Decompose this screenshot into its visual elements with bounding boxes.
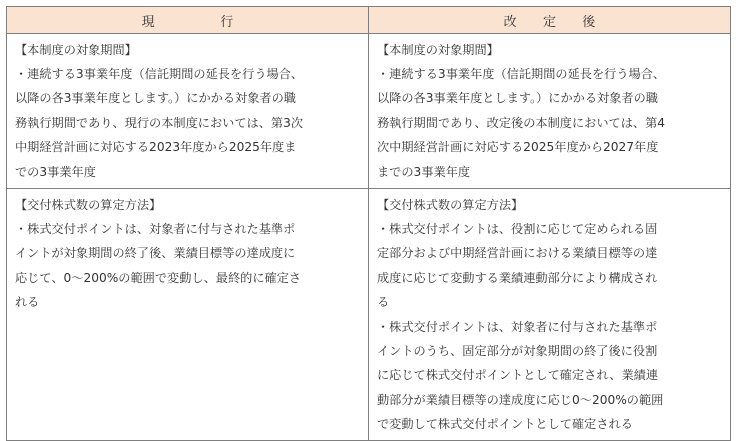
revised-method-cell <box>369 188 731 441</box>
current-period-line: ・連続する3事業年度（信託期間の延長を行う場合、 <box>15 67 304 81</box>
revised-period-line: までの3事業年度 <box>377 164 471 179</box>
revised-period-line: 以降の各3事業年度とします。）にかかる対象者の職 <box>377 91 658 106</box>
current-method-title: 【交付株式数の算定方法】 <box>15 197 162 212</box>
header-revised <box>369 7 731 34</box>
current-period-line: 務執行期間であり、現行の本制度においては、第3次 <box>15 115 304 130</box>
revised-method-line: る <box>377 295 390 310</box>
revised-method-line: 定部分および中期経営計画における業績目標等の達 <box>377 246 658 261</box>
revised-method-line: ・株式交付ポイントは、対象者に付与された基準ポ <box>377 319 658 334</box>
current-period-line: での3事業年度 <box>15 164 96 179</box>
revised-method-line: で変動して株式交付ポイントとして確定される <box>377 417 633 432</box>
current-method-line: 応じて、0～200%の範囲で変動し、最終的に確定さ <box>15 270 302 285</box>
revised-method-line: 動部分が業績目標等の達成度に応じ0～200%の範囲 <box>377 392 664 407</box>
revised-method-title: 【交付株式数の算定方法】 <box>377 197 524 212</box>
revised-period-title: 【本制度の対象期間】 <box>377 43 499 57</box>
current-period-line: 以降の各3事業年度とします。）にかかる対象者の職 <box>15 91 296 106</box>
header-row <box>7 7 731 34</box>
revised-method-line: に応じて株式交付ポイントとして確定され、業績連 <box>377 368 659 383</box>
revised-method-line: 成度に応じて変動する業績連動部分により構成され <box>377 270 658 285</box>
header-current <box>7 7 369 34</box>
method-row <box>7 188 731 441</box>
revised-period-line: ・連続する3事業年度（信託期間の延長を行う場合、 <box>377 67 666 81</box>
revised-method-line: イントのうち、固定部分が対象期間の終了後に役割 <box>377 343 658 358</box>
revised-period-cell <box>369 34 731 189</box>
current-period-cell <box>7 34 369 189</box>
current-method-line: ・株式交付ポイントは、対象者に付与された基準ポ <box>15 221 296 236</box>
current-period-line: 中期経営計画に対応する2023年度から2025年度ま <box>15 140 297 155</box>
revised-method-line: ・株式交付ポイントは、役割に応じて定められる固 <box>377 221 658 236</box>
header-current-label: 現 行 <box>141 14 234 30</box>
current-method-line: イントが対象期間の終了後、業績目標等の達成度に <box>15 246 296 261</box>
revised-period-line: 次中期経営計画に対応する2025年度から2027年度 <box>377 140 659 155</box>
comparison-table <box>6 6 731 441</box>
revised-period-line: 務執行期間であり、改定後の本制度においては、第4 <box>377 115 666 130</box>
header-revised-label: 改 定 後 <box>503 14 596 30</box>
current-method-line: れる <box>15 295 40 310</box>
period-row <box>7 34 731 189</box>
current-period-title: 【本制度の対象期間】 <box>15 43 137 57</box>
current-method-cell <box>7 188 369 441</box>
